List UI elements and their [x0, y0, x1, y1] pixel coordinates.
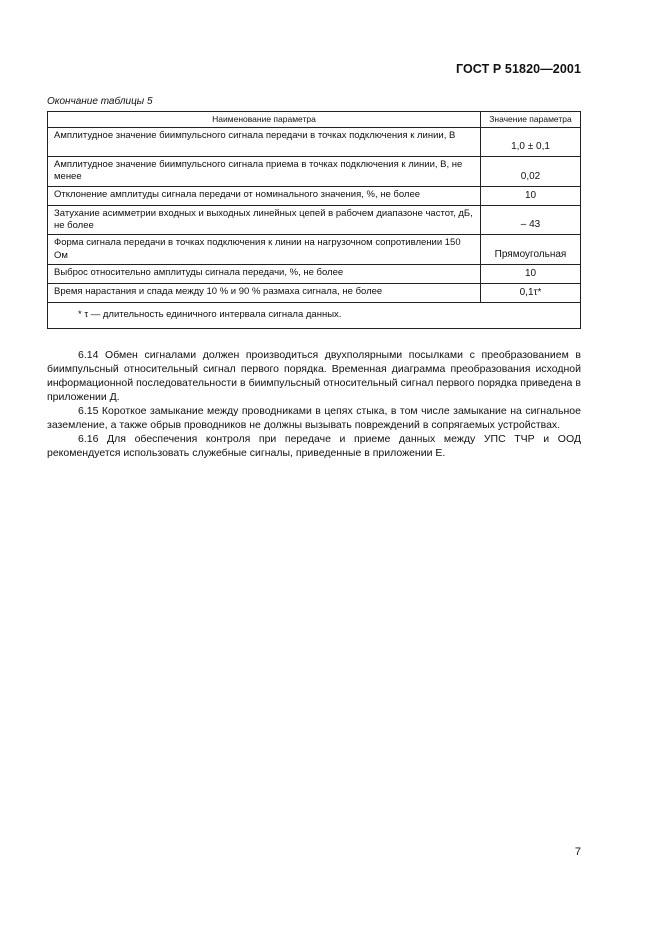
parameter-value: 1,0 ± 0,1: [481, 128, 581, 157]
table-caption: Окончание таблицы 5: [47, 96, 153, 107]
column-header-parameter-name: Наименование параметра: [48, 112, 481, 128]
table-row: [48, 157, 581, 187]
page-number: 7: [574, 846, 581, 858]
parameter-name: Выброс относительно амплитуды сигнала передачи, %, не более: [48, 265, 481, 284]
paragraph-6-16: 6.16 Для обеспечения контроля при передаче и приеме данных между УПС ТЧР и ООД рекомендуется использовать служебные сигналы, приведенные в приложении Е.: [47, 433, 581, 459]
paragraph-6-15: 6.15 Короткое замыкание между проводниками в цепях стыка, в том числе замыкание на сигнальное заземление, а также обрыв проводников не должны вызывать повреждений в сопрягаемых устройствах.: [47, 405, 581, 431]
table-row: [48, 128, 581, 157]
parameters-table: [47, 111, 581, 329]
standard-id: ГОСТ Р 51820—2001: [455, 62, 581, 76]
table-row: [48, 265, 581, 284]
body-text: [47, 348, 581, 460]
parameter-value: Прямоугольная: [481, 235, 581, 265]
parameter-name: Форма сигнала передачи в точках подключения к линии на нагрузочном сопротивлении 150 Ом: [48, 235, 481, 265]
footnote-row: [48, 303, 581, 329]
table-row: [48, 235, 581, 265]
parameter-value: 0,1τ*: [481, 284, 581, 303]
table-row: [48, 205, 581, 235]
parameter-value: 10: [481, 186, 581, 205]
parameter-value: – 43: [481, 205, 581, 235]
table-header-row: [48, 112, 581, 128]
column-header-parameter-value: Значение параметра: [481, 112, 581, 128]
parameter-name: Амплитудное значение биимпульсного сигнала приема в точках подключения к линии, В, не менее: [48, 157, 481, 187]
parameter-value: 0,02: [481, 157, 581, 187]
table-footnote: * τ — длительность единичного интервала сигнала данных.: [48, 303, 581, 329]
paragraph-6-14: 6.14 Обмен сигналами должен производиться двухполярными посылками с преобразованием в биимпульсный относительный сигнал первого порядка. Временная диаграмма преобразования исходной информационной последовательности в биимпульсный относительный сигнал первого порядка приведена в приложении Д.: [47, 349, 581, 403]
parameter-name: Амплитудное значение биимпульсного сигнала передачи в точках подключения к линии, В: [48, 128, 481, 157]
parameter-value: 10: [481, 265, 581, 284]
parameter-name: Отклонение амплитуды сигнала передачи от номинального значения, %, не более: [48, 186, 481, 205]
table-row: [48, 284, 581, 303]
parameter-name: Время нарастания и спада между 10 % и 90 % размаха сигнала, не более: [48, 284, 481, 303]
parameter-name: Затухание асимметрии входных и выходных линейных цепей в рабочем диапазоне частот, дБ, не более: [48, 205, 481, 235]
table-row: [48, 186, 581, 205]
